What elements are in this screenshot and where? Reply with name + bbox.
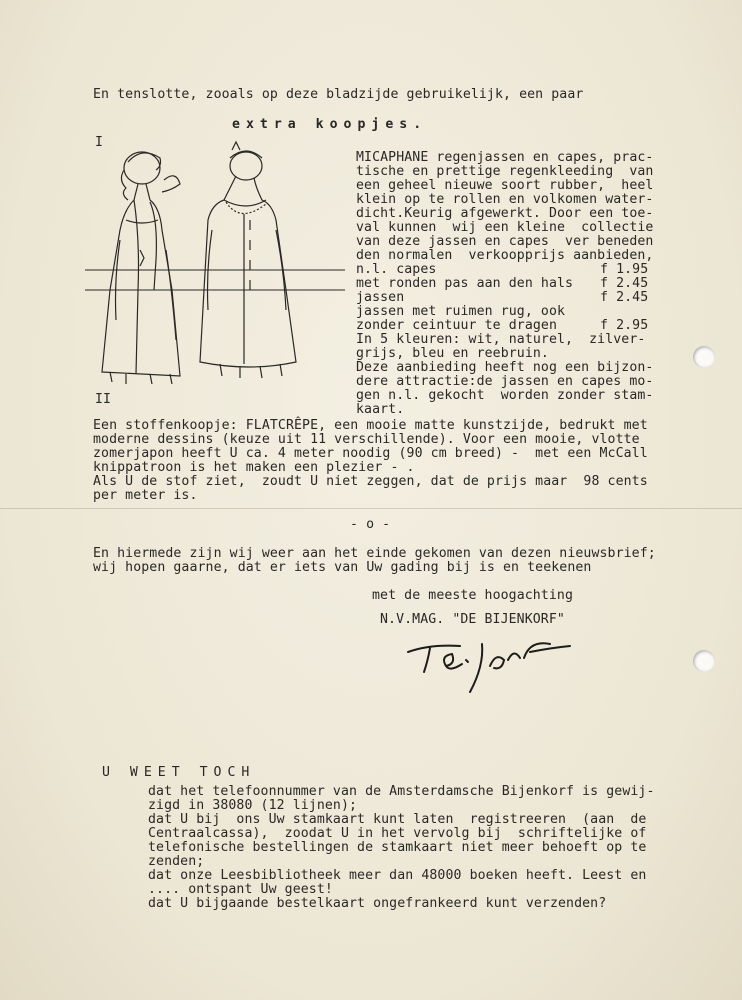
ps-line: dat het telefoonnummer van de Amsterdamsche Bijenkorf is gewij-: [148, 784, 655, 799]
rain-line: klein op te rollen en volkomen water-: [356, 192, 654, 207]
fabric-line: moderne dessins (keuze uit 11 verschillende). Voor een mooie, vlotte: [93, 432, 640, 447]
figure-label-2: II: [95, 392, 112, 407]
ps-line: .... ontspant Uw geest!: [148, 882, 333, 897]
fabric-line: Als U de stof ziet, zoudt U niet zeggen, dat de prijs maar 98 cents: [93, 474, 648, 489]
ps-line: telefonische bestellingen de stamkaart niet meer behoeft op te: [148, 840, 647, 855]
raincoat-illustration: [80, 140, 350, 390]
rain-after-line: grijs, bleu en reebruin.: [356, 346, 549, 361]
fabric-line: Een stoffenkoopje: FLATCRÊPE, een mooie matte kunstzijde, bedrukt met: [93, 418, 648, 433]
section-heading: extra koopjes.: [232, 117, 428, 132]
price-item: jassen: [356, 290, 405, 305]
price-item: n.l. capes: [356, 262, 437, 277]
price-item: zonder ceintuur te dragen: [356, 318, 557, 333]
closing-line: En hiermede zijn wij weer aan het einde gekomen van dezen nieuwsbrief;: [93, 546, 656, 561]
price-value: f 2.45: [600, 290, 649, 305]
rain-line: van deze jassen en capes ver beneden: [356, 234, 654, 249]
rain-line: val kunnen wij een kleine collectie: [356, 220, 654, 235]
salutation: met de meeste hoogachting: [372, 588, 573, 603]
price-value: f 1.95: [600, 262, 649, 277]
ps-line: zenden;: [148, 854, 205, 869]
fabric-line: knippatroon is het maken een plezier - .: [93, 460, 415, 475]
figure-label-1: I: [95, 135, 104, 150]
price-item: jassen met ruimen rug, ook: [356, 304, 566, 319]
price-value: f 2.45: [600, 276, 649, 291]
price-value: f 2.95: [600, 318, 649, 333]
ps-line: dat U bijgaande bestelkaart ongefrankeerd kunt verzenden?: [148, 896, 607, 911]
punch-hole-bottom: [693, 650, 715, 672]
handwritten-signature: [400, 630, 580, 700]
section-separator: - o -: [350, 517, 391, 532]
punch-hole-top: [693, 346, 715, 368]
fold-line: [0, 508, 742, 509]
rain-line: tische en prettige regenkleeding van: [356, 164, 654, 179]
fabric-line: per meter is.: [93, 488, 198, 503]
rain-line: een geheel nieuwe soort rubber, heel: [356, 178, 654, 193]
ps-line: zigd in 38080 (12 lijnen);: [148, 798, 358, 813]
rain-line: den normalen verkoopprijs aanbieden,: [356, 248, 654, 263]
ps-line: Centraalcassa), zoodat U in het vervolg bij schriftelijke of: [148, 826, 647, 841]
figure-two: [200, 142, 296, 378]
rain-line: dicht.Keurig afgewerkt. Door een toe-: [356, 206, 654, 221]
company-name: N.V.MAG. "DE BIJENKORF": [380, 612, 565, 627]
intro-line: En tenslotte, zooals op deze bladzijde gebruikelijk, een paar: [93, 87, 584, 102]
ps-line: dat U bij ons Uw stamkaart kunt laten registreeren (aan de: [148, 812, 647, 827]
figure-one: [102, 152, 180, 384]
price-item: met ronden pas aan den hals: [356, 276, 574, 291]
fabric-line: zomerjapon heeft U ca. 4 meter noodig (90 cm breed) - met een McCall: [93, 446, 648, 461]
rain-after-line: In 5 kleuren: wit, naturel, zilver-: [356, 332, 646, 347]
rain-line: MICAPHANE regenjassen en capes, prac-: [356, 150, 654, 165]
ps-line: dat onze Leesbibliotheek meer dan 48000 boeken heeft. Leest en: [148, 868, 647, 883]
rain-after-line: Deze aanbieding heeft nog een bijzon-: [356, 360, 654, 375]
rain-after-line: dere attractie:de jassen en capes mo-: [356, 374, 654, 389]
rain-after-line: gen n.l. gekocht worden zonder stam-: [356, 388, 654, 403]
closing-line: wij hopen gaarne, dat er iets van Uw gading bij is en teekenen: [93, 560, 592, 575]
rain-after-line: kaart.: [356, 402, 405, 417]
ps-title: U WEET TOCH: [102, 765, 256, 780]
